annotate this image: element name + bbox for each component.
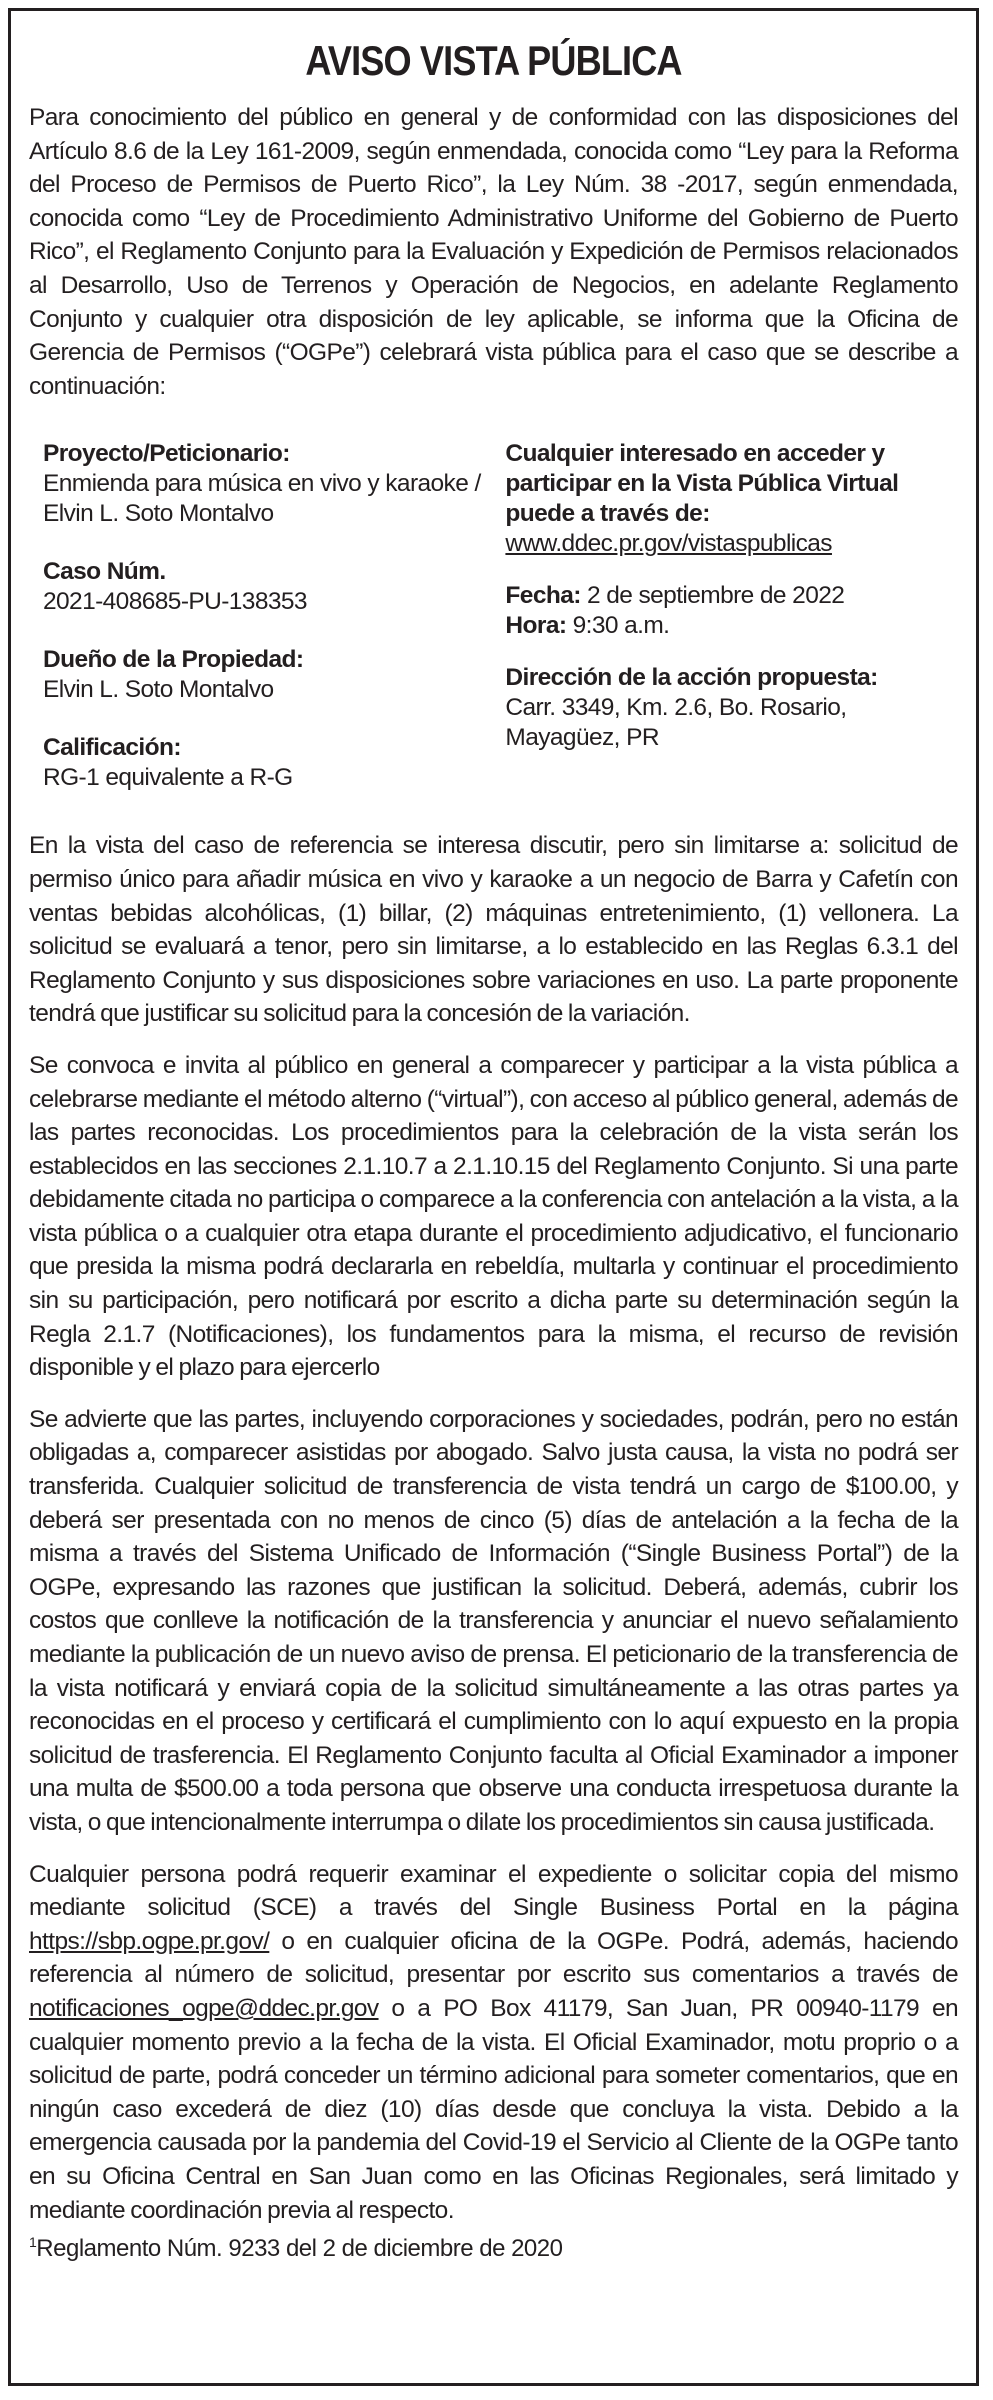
notice-content (11, 11, 976, 2265)
date-label: Fecha: (505, 582, 581, 610)
footnote (29, 2233, 958, 2265)
records-text-3: o a PO Box 41179, San Juan, PR 00940-1179 en cualquier momento previo a la fecha de la vista. El Oficial Examinador, motu proprio o a solicitud de parte, podrá conceder un término adicional para someter comentarios, que en ningún caso excederá de diez (10) días desde que concluya la vista. Debido a la emergencia causada por la pandemia del Covid-19 el Servicio al Cliente de la OGPe tanto en su Oficina Central en San Juan como en las Oficinas Regionales, será limitado y mediante coordinación previa al respecto. (29, 1994, 958, 2224)
virtual-access-label-line-2: participar en la Vista Pública Virtual (505, 470, 899, 498)
classification-block (43, 733, 505, 793)
discussion-paragraph: En la vista del caso de referencia se interesa discutir, pero sin limitarse a: solicitud de permiso único para añadir música en vivo y karaoke a un negocio de Barra y Cafetín con ventas bebidas alcohólicas, (1) billar, (2) máquinas entretenimiento, (1) vellonera. La solicitud se evaluará a tenor, pero sin limitarse, a lo establecido en las Reglas 6.3.1 del Reglamento Conjunto y sus disposiciones sobre variaciones en uso. La parte proponente tendrá que justificar su solicitud para la concesión de la variación. (29, 832, 958, 1028)
owner-value: Elvin L. Soto Montalvo (43, 676, 274, 704)
virtual-access-block (505, 439, 958, 559)
classification-value: RG-1 equivalente a R-G (43, 764, 293, 792)
time-label: Hora: (505, 612, 567, 640)
classification-label: Calificación: (43, 734, 181, 762)
case-details (29, 439, 958, 793)
case-number-value: 2021-408685-PU-138353 (43, 588, 307, 616)
owner-label: Dueño de la Propiedad: (43, 646, 304, 674)
warning-paragraph: Se advierte que las partes, incluyendo corporaciones y sociedades, podrán, pero no están obligadas a, comparecer asistidas por abogado. Salvo justa causa, la vista no podrá ser transferida. Cualquier solicitud de transferencia de vista tendrá un cargo de $100.00, y deberá ser presentada con no menos de cinco (5) días de antelación a la fecha de la misma a través del Sistema Unificado de Información (“Single Business Portal”) de la OGPe, expresando las razones que justifican la solicitud. Deberá, además, cubrir los costos que conlleve la notificación de la transferencia y anunciar el nuevo señalamiento mediante la publicación de un nuevo aviso de prensa. El peticionario de la transferencia de la vista notificará y enviará copia de la solicitud simultáneamente a las otras partes ya reconocidas en el proceso y certificará el cumplimiento con lo aquí expuesto en la propia solicitud de trasferencia. El Reglamento Conjunto faculta al Oficial Examinador a imponer una multa de $500.00 a toda persona que observe una conducta irrespetuosa durante la vista, o que intencionalmente interrumpa o dilate los procedimientos sin causa justificada. (29, 1405, 958, 1836)
case-details-right (505, 439, 958, 793)
address-value-line-2: Mayagüez, PR (505, 724, 659, 752)
virtual-access-link[interactable]: www.ddec.pr.gov/vistaspublicas (505, 530, 832, 558)
time-value: 9:30 a.m. (572, 612, 670, 640)
footnote-marker: 1 (29, 2234, 37, 2251)
virtual-access-label-line-3: puede a través de: (505, 500, 710, 528)
owner-block (43, 645, 505, 705)
records-text-2: o en cualquier oficina de la OGPe. Podrá, además, haciendo referencia al número de solicitud, presentar por escrito sus comentarios a través de (29, 1927, 958, 1989)
records-paragraph (29, 1858, 958, 2228)
address-value-line-1: Carr. 3349, Km. 2.6, Bo. Rosario, (505, 694, 847, 722)
project-label: Proyecto/Peticionario: (43, 440, 290, 468)
date-time-block (505, 581, 958, 641)
project-block (43, 439, 505, 529)
records-text-1: Cualquier persona podrá requerir examinar el expediente o solicitar copia del mismo mediante solicitud (SCE) a través del Single Business Portal en la página (29, 1860, 958, 1922)
footnote-text: Reglamento Núm. 9233 del 2 de diciembre de 2020 (36, 2235, 563, 2263)
time-row (505, 611, 958, 641)
case-number-label: Caso Núm. (43, 558, 166, 586)
invitation-paragraph: Se convoca e invita al público en general a comparecer y participar a la vista pública a celebrarse mediante el método alterno (“virtual”), con acceso al público general, además de las partes reconocidas. Los procedimientos para la celebración de la vista serán los establecidos en las secciones 2.1.10.7 a 2.1.10.15 del Reglamento Conjunto. Si una parte debidamente citada no participa o comparece a la conferencia con antelación a la vista, a la vista pública o a cualquier otra etapa durante el procedimiento adjudicativo, el funcionario que presida la misma podrá declararla en rebeldía, multarla y continuar el procedimiento sin su participación, pero notificará por escrito a dicha parte su determinación según la Regla 2.1.7 (Notificaciones), los fundamentos para la misma, el recurso de revisión disponible y el plazo para ejercerlo (29, 1051, 958, 1382)
address-label: Dirección de la acción propuesta: (505, 664, 878, 692)
project-value-line-1: Enmienda para música en vivo y karaoke / (43, 470, 481, 498)
case-number-block (43, 557, 505, 617)
project-value-line-2: Elvin L. Soto Montalvo (43, 500, 274, 528)
notification-email-link[interactable]: notificaciones_ogpe@ddec.pr.gov (29, 1994, 379, 2022)
case-details-left (43, 439, 505, 793)
notice-title: AVISO VISTA PÚBLICA (305, 37, 682, 84)
address-block (505, 663, 958, 753)
virtual-access-label-line-1: Cualquier interesado en acceder y (505, 440, 885, 468)
sbp-portal-link[interactable]: https://sbp.ogpe.pr.gov/ (29, 1927, 270, 1955)
notice-frame (8, 8, 979, 2386)
date-row (505, 581, 958, 611)
intro-paragraph: Para conocimiento del público en general y de conformidad con las disposiciones del Artículo 8.6 de la Ley 161-2009, según enmendada, conocida como “Ley para la Reforma del Proceso de Permisos de Puerto Rico”, la Ley Núm. 38 -2017, según enmendada, conocida como “Ley de Procedimiento Administrativo Uniforme del Gobierno de Puerto Rico”, el Reglamento Conjunto para la Evaluación y Expedición de Permisos relacionados al Desarrollo, Uso de Terrenos y Operación de Negocios, en adelante Reglamento Conjunto y cualquier otra disposición de ley aplicable, se informa que la Oficina de Gerencia de Permisos (“OGPe”) celebrará vista pública para el caso que se describe a continuación: (29, 104, 958, 400)
date-value: 2 de septiembre de 2022 (587, 582, 845, 610)
